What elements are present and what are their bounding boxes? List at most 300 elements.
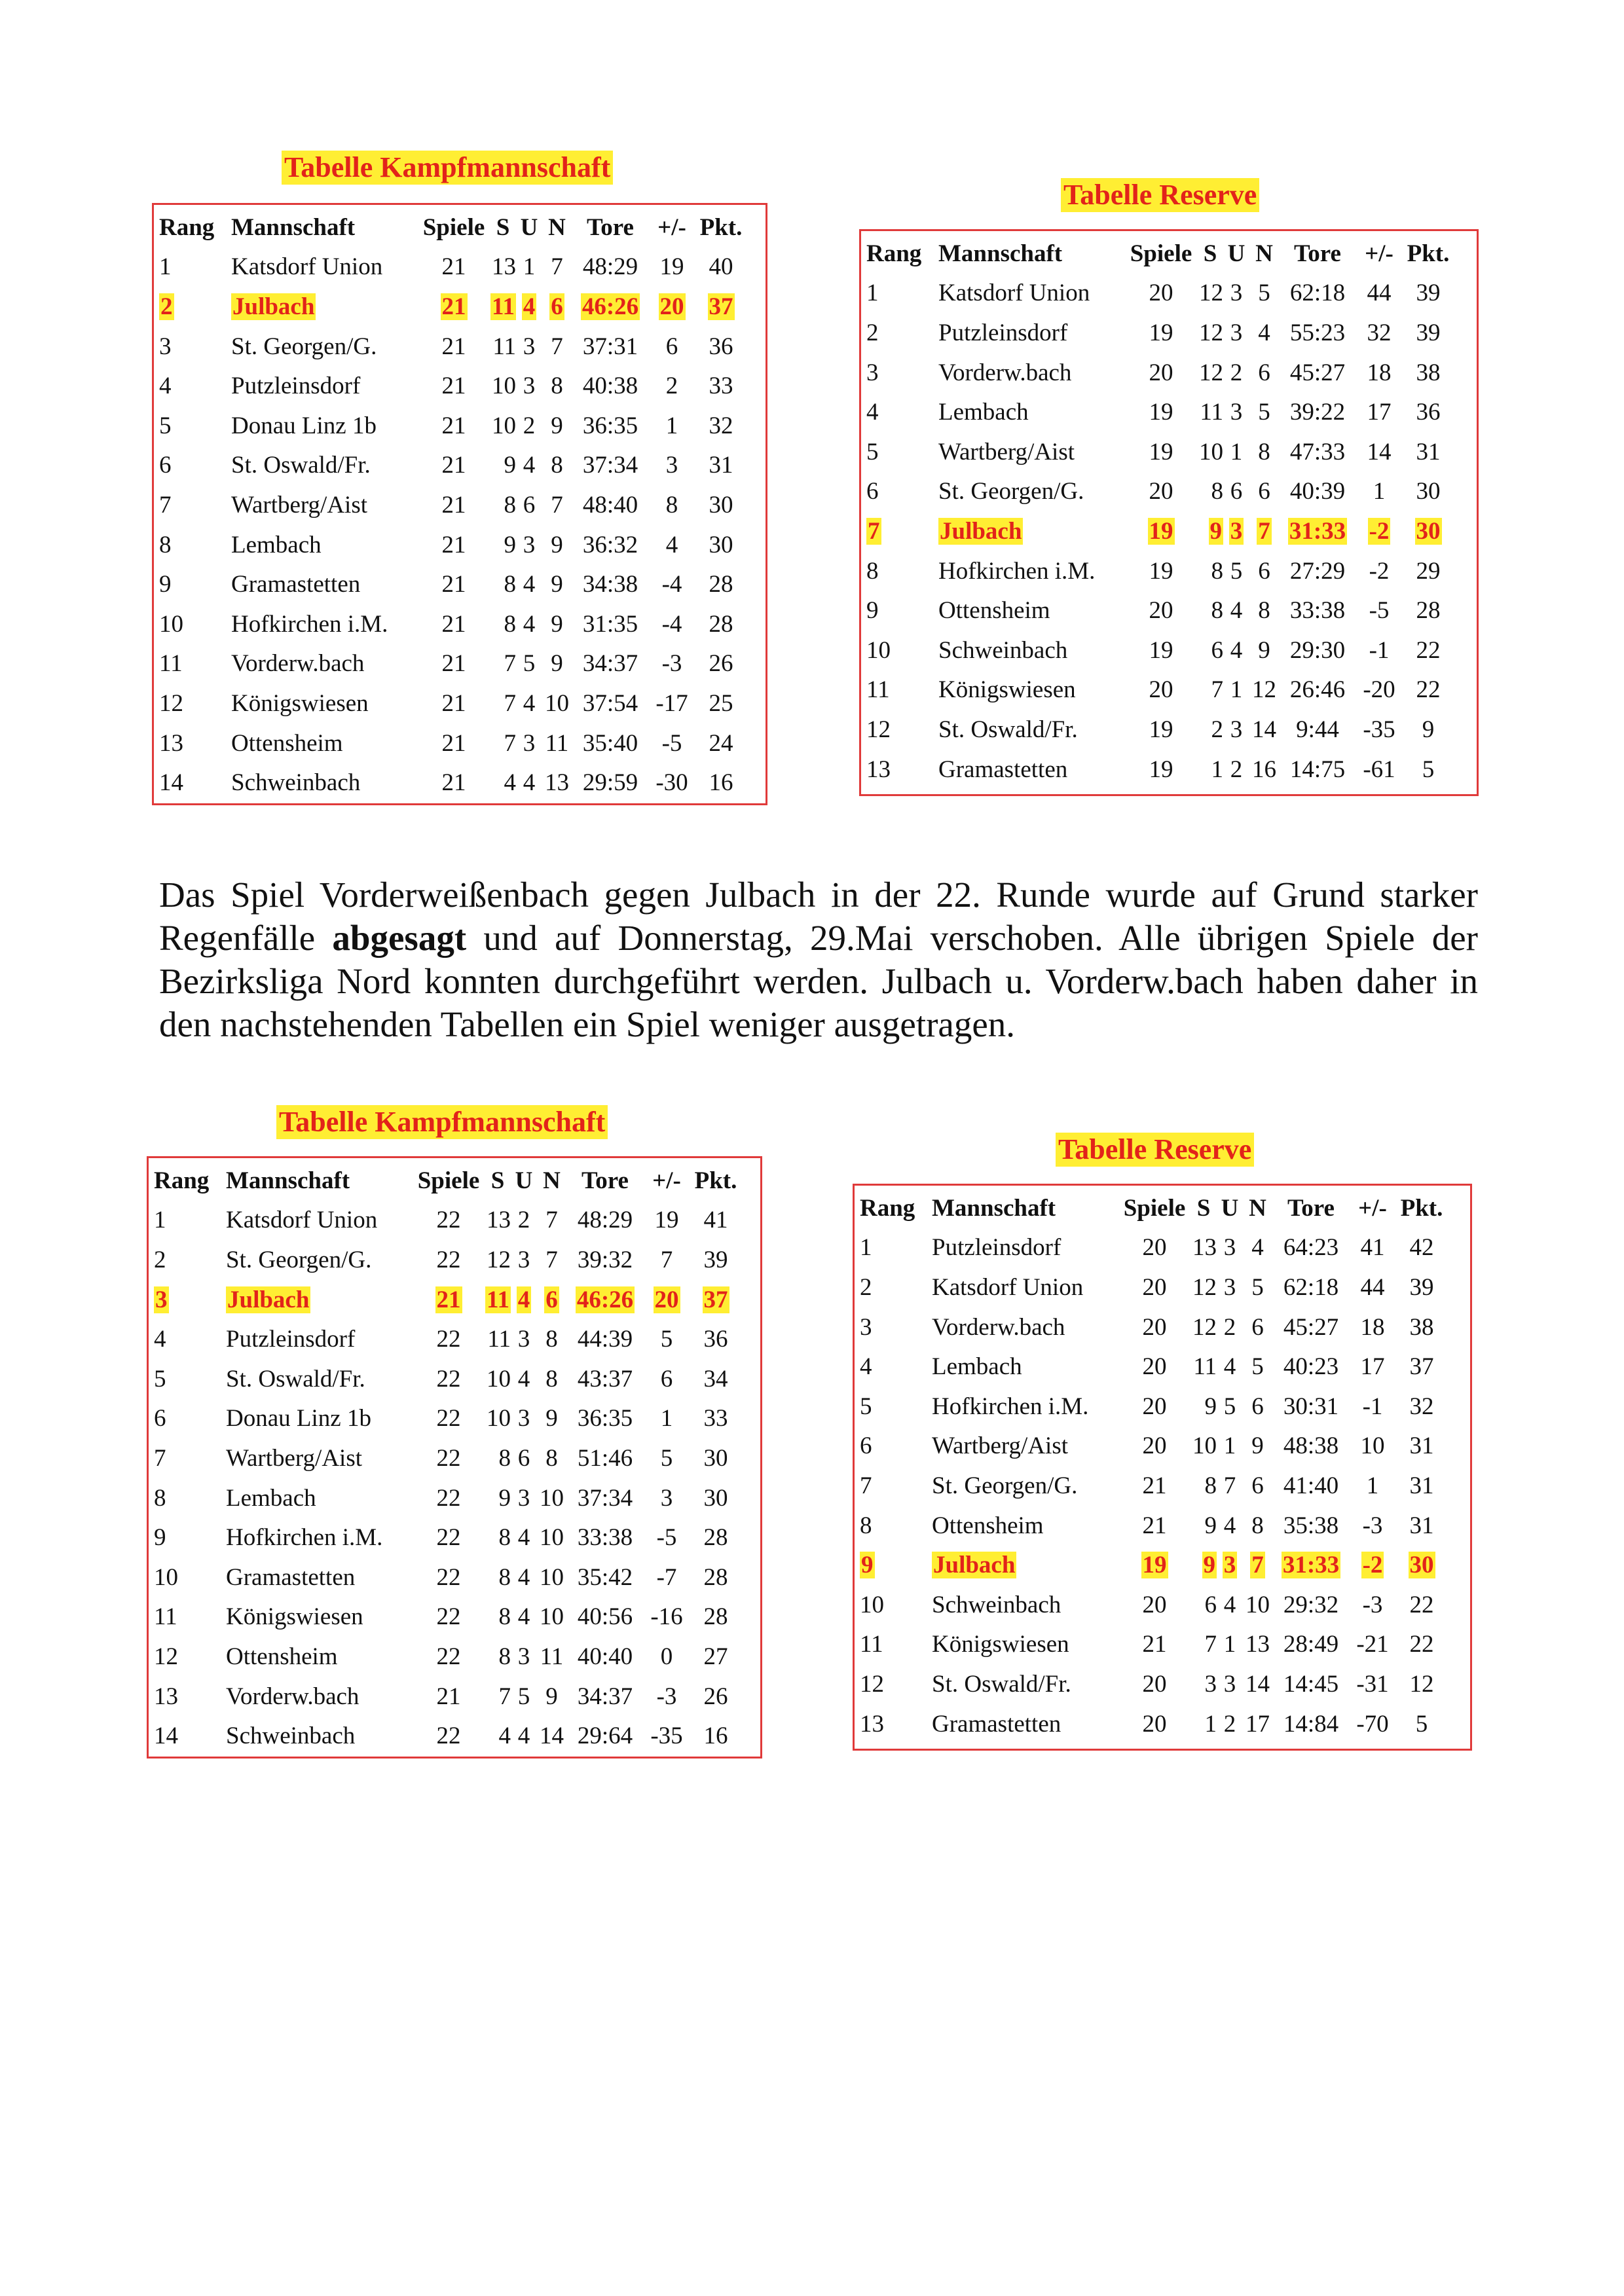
differenz-cell-text: -5 [661,729,682,757]
punkte-cell-text: 5 [1415,1710,1428,1738]
punkte-cell [695,644,747,684]
punkte-cell-text: 28 [709,571,733,598]
table-row [860,1664,1448,1704]
siege-cell [1190,1228,1217,1268]
niederlagen-cell [537,1399,566,1439]
punkte-cell [695,723,747,763]
unentschieden-cell-text: 2 [1223,1313,1236,1341]
unentschieden-cell [1223,750,1249,790]
punkte-cell [1402,670,1454,710]
punkte-cell-text: 37 [703,1286,728,1313]
tore-cell-text: 35:38 [1283,1512,1339,1539]
differenz-cell-text: 1 [660,1405,673,1432]
siege-cell-text: 9 [498,1484,511,1512]
punkte-cell [1395,1625,1448,1665]
tore-cell [572,485,649,525]
table-3-frame [147,1156,762,1758]
spiele-cell-text: 19 [1149,517,1173,545]
differenz-cell [644,1518,690,1558]
niederlagen-cell [537,1597,566,1637]
table-row [154,1677,742,1717]
unentschieden-cell [1223,591,1249,630]
spiele-cell-text: 19 [1149,557,1173,585]
unentschieden-cell [516,723,542,763]
niederlagen-cell [1249,710,1279,750]
unentschieden-cell [511,1240,537,1280]
team-cell-text: Schweinbach [932,1591,1061,1618]
niederlagen-cell-text: 6 [1258,359,1270,386]
tore-cell-text: 45:27 [1283,1313,1339,1341]
niederlagen-cell-text: 16 [1252,756,1276,783]
differenz-cell-text: -7 [656,1563,677,1591]
unentschieden-cell-text: 3 [1223,1670,1236,1698]
team-cell [938,472,1125,512]
niederlagen-cell-text: 13 [545,769,569,797]
tore-cell-text: 31:33 [1289,517,1346,545]
table-row [159,763,747,803]
unentschieden-cell [516,446,542,486]
rang-cell-text: 13 [154,1683,178,1710]
unentschieden-cell-text: 4 [517,1603,530,1631]
niederlagen-cell-text: 10 [540,1524,564,1552]
team-cell [231,723,418,763]
rang-cell-text: 10 [154,1563,178,1591]
tore-header: Tore [581,1167,629,1194]
niederlagen-cell [1249,750,1279,790]
unentschieden-cell [1217,1228,1243,1268]
tore-cell [1272,1347,1350,1387]
rang-cell-text: 9 [159,571,172,598]
punkte-cell [1402,750,1454,790]
differenz-cell-text: -4 [661,571,682,598]
team-cell-text: Julbach [933,1552,1016,1579]
niederlagen-cell-text: 9 [551,650,563,678]
siege-cell-text: 8 [504,571,516,598]
tore-cell-text: 36:32 [582,531,638,558]
unentschieden-cell-text: 3 [1223,1273,1236,1301]
rang-cell [154,1518,226,1558]
punkte-cell-text: 24 [709,729,733,757]
spiele-cell-text: 19 [1142,1552,1167,1579]
siege-cell-text: 10 [492,412,516,439]
team-cell-text: St. Oswald/Fr. [938,716,1078,743]
table-row [154,1716,742,1756]
table-row [866,710,1454,750]
tore-cell-text: 48:29 [577,1207,633,1234]
unentschieden-cell-text: 2 [517,1207,530,1234]
tore-cell-text: 51:46 [577,1444,633,1472]
spiele-cell-text: 22 [436,1444,461,1472]
niederlagen-cell-text: 7 [1258,517,1270,545]
differenz-cell [1356,472,1402,512]
table-header-row [866,234,1454,274]
team-cell [932,1267,1118,1307]
differenz-cell-text: -17 [655,689,688,717]
differenz-cell [649,446,695,486]
tore-cell [1272,1466,1350,1506]
punkte-cell-text: 30 [703,1444,728,1472]
rang-cell [860,1387,932,1427]
tore-cell-text: 29:64 [577,1722,633,1750]
differenz-cell-text: -1 [1362,1393,1383,1420]
team-cell-text: Gramastetten [231,571,361,598]
niederlagen-cell [1249,591,1279,630]
punkte-cell-text: 38 [1409,1313,1434,1341]
tore-cell-text: 39:22 [1289,399,1346,426]
differenz-cell-text: -3 [1362,1591,1383,1618]
siege-cell-text: 11 [487,1286,509,1313]
siege-cell [485,1478,511,1518]
siege-cell [485,1359,511,1399]
niederlagen-cell-text: 14 [1252,716,1276,743]
tore-cell [566,1438,644,1478]
team-cell-text: Vorderw.bach [938,359,1072,386]
team-cell [231,644,418,684]
punkte-cell-text: 32 [1409,1393,1434,1420]
spiele-cell-text: 20 [1142,1353,1167,1381]
spiele-cell [418,564,490,604]
rang-cell-text: 2 [860,1273,872,1301]
differenz-cell [1350,1466,1395,1506]
differenz-cell [1350,1228,1395,1268]
spiele-cell-text: 22 [436,1405,461,1432]
differenz-cell [649,604,695,644]
rang-cell [154,1677,226,1717]
punkte-cell [695,446,747,486]
differenz-cell-text: 44 [1367,280,1392,307]
team-cell-text: St. Oswald/Fr. [226,1365,365,1393]
punkte-cell-text: 5 [1422,756,1435,783]
niederlagen-cell-text: 8 [545,1365,558,1393]
unentschieden-cell [511,1280,537,1320]
team-cell [231,525,418,565]
differenz-cell [1356,392,1402,432]
rang-cell-text: 12 [860,1670,884,1698]
table-row [154,1518,742,1558]
siege-cell-text: 9 [1204,1512,1217,1539]
niederlagen-cell-text: 7 [545,1246,558,1273]
spiele-cell [1125,274,1197,314]
spiele-cell-text: 22 [436,1365,461,1393]
tore-cell-text: 37:34 [577,1484,633,1512]
tore-cell [566,1201,644,1241]
punkte-cell [1402,274,1454,314]
punkte-cell-text: 30 [703,1484,728,1512]
pkt-header: Pkt. [1400,1194,1443,1222]
tore-cell [566,1637,644,1677]
punkte-cell [1395,1664,1448,1704]
niederlagen-cell-text: 6 [551,293,563,320]
punkte-cell [1402,472,1454,512]
rang-cell [159,247,231,287]
rang-cell [866,392,938,432]
niederlagen-cell-text: 9 [551,571,563,598]
siege-cell-text: 7 [1204,1631,1217,1658]
spiele-cell-text: 20 [1142,1591,1167,1618]
team-cell [226,1319,413,1359]
differenz-cell-text: 2 [665,373,678,400]
rang-cell-text: 8 [159,531,172,558]
niederlagen-cell-text: 7 [551,491,563,519]
niederlagen-cell [1249,274,1279,314]
siege-cell-text: 13 [492,253,516,281]
differenz-cell-text: 19 [659,253,684,281]
team-cell-text: Wartberg/Aist [226,1444,363,1472]
punkte-cell [1402,591,1454,630]
spiele-cell-text: 20 [1142,1393,1167,1420]
differenz-cell-text: -16 [650,1603,683,1631]
rang-cell-text: 11 [159,650,183,678]
tore-cell-text: 34:37 [577,1683,633,1710]
differenz-cell [644,1319,690,1359]
rang-cell [159,485,231,525]
table-row [860,1267,1448,1307]
unentschieden-cell [516,683,542,723]
team-cell-text: Vorderw.bach [932,1313,1065,1341]
tore-header: Tore [1294,240,1341,267]
rang-cell [860,1625,932,1665]
differenz-cell [1356,551,1402,591]
niederlagen-cell [1243,1506,1272,1546]
niederlagen-cell [1249,313,1279,353]
tore-cell-text: 9:44 [1296,716,1339,743]
siege-cell-text: 7 [498,1683,511,1710]
rang-cell [866,591,938,630]
punkte-cell-text: 25 [709,689,733,717]
niederlagen-cell-text: 10 [540,1484,564,1512]
rang-cell [866,432,938,472]
punkte-cell-text: 30 [1416,517,1441,545]
punkte-cell-text: 28 [1416,597,1441,625]
spiele-cell [1125,630,1197,670]
punkte-cell-text: 32 [709,412,733,439]
rang-cell-text: 12 [866,716,891,743]
team-cell [231,446,418,486]
tore-cell-text: 47:33 [1289,438,1346,465]
tore-cell [572,763,649,803]
niederlagen-cell-text: 7 [551,253,563,281]
siege-cell [1190,1347,1217,1387]
spiele-cell [1118,1387,1190,1427]
niederlagen-cell-text: 14 [540,1722,564,1750]
unentschieden-cell [511,1478,537,1518]
siege-cell-text: 11 [492,293,515,320]
differenz-cell-text: 17 [1367,399,1392,426]
niederlagen-cell-text: 8 [551,373,563,400]
niederlagen-cell-text: 9 [551,610,563,638]
table-header-row [860,1188,1448,1228]
table-row [866,670,1454,710]
table-row [159,525,747,565]
spiele-cell-text: 22 [436,1524,461,1552]
unentschieden-cell [516,406,542,446]
team-cell [226,1240,413,1280]
team-cell [938,313,1125,353]
unentschieden-cell-text: 5 [517,1683,530,1710]
table-row [159,564,747,604]
pkt-header: Pkt. [694,1167,737,1194]
tore-cell-text: 14:84 [1283,1710,1339,1738]
siege-cell-text: 3 [1204,1670,1217,1698]
niederlagen-cell [1243,1625,1272,1665]
differenz-cell-text: -5 [656,1524,677,1552]
niederlagen-cell-text: 8 [545,1444,558,1472]
unentschieden-cell [1217,1664,1243,1704]
differenz-cell [649,723,695,763]
rang-cell-text: 8 [860,1512,872,1539]
niederlagen-cell [537,1677,566,1717]
unentschieden-cell-text: 4 [517,1563,530,1591]
siege-cell [1190,1585,1217,1625]
punkte-cell-text: 36 [709,333,733,360]
niederlagen-cell-text: 8 [545,1326,558,1353]
spiele-cell [418,683,490,723]
siege-cell [1190,1625,1217,1665]
table-row [159,446,747,486]
tore-cell [566,1359,644,1399]
unentschieden-cell [1217,1307,1243,1347]
s-header: S [1196,1194,1211,1222]
notice-text-start: Das Spiel Vorderweißenbach gegen Julbach in der 22. Runde wurde auf Grund starker Regenfälle [159,875,1478,958]
rang-header: Rang [154,1167,210,1194]
unentschieden-cell [1223,551,1249,591]
punkte-cell [695,604,747,644]
team-cell [938,750,1125,790]
spiele-header: Spiele [422,213,485,241]
tore-cell [566,1280,644,1320]
punkte-cell [695,525,747,565]
table-row [866,472,1454,512]
punkte-cell-text: 27 [703,1643,728,1670]
differenz-cell-text: 1 [1373,478,1386,505]
unentschieden-cell [1223,670,1249,710]
niederlagen-cell [542,723,572,763]
rang-cell [159,366,231,406]
rang-cell-text: 2 [154,1246,166,1273]
spiele-cell-text: 21 [441,729,466,757]
team-cell-text: Gramastetten [226,1563,356,1591]
rang-cell [159,525,231,565]
differenz-cell [649,247,695,287]
rang-cell [860,1427,932,1467]
punkte-cell [1395,1585,1448,1625]
differenz-cell-text: -1 [1369,636,1390,664]
unentschieden-cell [511,1319,537,1359]
tore-cell-text: 40:38 [582,373,638,400]
team-cell [938,591,1125,630]
rang-cell-text: 12 [154,1643,178,1670]
siege-cell [490,763,516,803]
punkte-cell [1395,1545,1448,1585]
tore-cell [1272,1625,1350,1665]
punkte-cell [1402,313,1454,353]
unentschieden-cell-text: 3 [517,1326,530,1353]
spiele-cell-text: 21 [436,1286,461,1313]
team-cell [938,432,1125,472]
spiele-cell-text: 21 [441,333,466,360]
rang-cell-text: 9 [154,1524,166,1552]
unentschieden-cell-text: 3 [517,1484,530,1512]
team-cell [231,366,418,406]
punkte-cell-text: 39 [1409,1273,1434,1301]
niederlagen-cell [1243,1585,1272,1625]
niederlagen-cell [542,485,572,525]
team-cell [938,353,1125,393]
siege-cell [1190,1427,1217,1467]
differenz-cell-text: -2 [1369,517,1390,545]
team-cell-text: Königswiesen [231,689,369,717]
team-cell [932,1704,1118,1744]
differenz-cell [649,763,695,803]
tore-cell [566,1240,644,1280]
unentschieden-cell-text: 6 [1230,478,1243,505]
tore-cell-text: 37:34 [582,452,638,479]
spiele-cell [1118,1347,1190,1387]
siege-cell-text: 10 [487,1405,511,1432]
team-cell-text: Ottensheim [938,597,1050,625]
tore-cell [566,1558,644,1597]
differenz-cell [644,1280,690,1320]
niederlagen-cell-text: 6 [1251,1313,1264,1341]
siege-cell [485,1438,511,1478]
niederlagen-cell-text: 5 [1258,280,1270,307]
u-header: U [520,213,538,241]
unentschieden-cell [511,1201,537,1241]
unentschieden-cell [511,1716,537,1756]
team-cell-text: Wartberg/Aist [938,438,1075,465]
differenz-cell [644,1240,690,1280]
niederlagen-cell [542,406,572,446]
team-cell-text: St. Georgen/G. [226,1246,372,1273]
spiele-cell [1118,1506,1190,1546]
diff-header: +/- [1365,240,1393,267]
punkte-cell [690,1677,742,1717]
punkte-cell-text: 28 [709,610,733,638]
niederlagen-cell [537,1478,566,1518]
table-row [159,683,747,723]
tore-cell [1279,313,1356,353]
unentschieden-cell-text: 1 [1230,438,1243,465]
spiele-cell-text: 20 [1149,359,1173,386]
spiele-cell-text: 19 [1149,716,1173,743]
team-cell-text: Putzleinsdorf [231,373,361,400]
tore-cell-text: 28:49 [1283,1631,1339,1658]
rang-cell-text: 13 [159,729,183,757]
differenz-cell [644,1399,690,1439]
unentschieden-cell-text: 1 [1230,676,1243,704]
team-cell-text: Hofkirchen i.M. [932,1393,1089,1420]
rang-cell-text: 6 [159,452,172,479]
niederlagen-cell [537,1558,566,1597]
siege-cell [485,1637,511,1677]
rang-cell [866,750,938,790]
rang-cell [866,551,938,591]
rang-cell [159,683,231,723]
unentschieden-cell [516,485,542,525]
rang-cell [866,472,938,512]
spiele-cell-text: 19 [1149,756,1173,783]
niederlagen-cell [537,1716,566,1756]
tore-cell-text: 36:35 [582,412,638,439]
punkte-cell-text: 33 [703,1405,728,1432]
punkte-cell [690,1637,742,1677]
team-cell [231,247,418,287]
rang-cell-text: 4 [866,399,879,426]
rang-cell [866,313,938,353]
tore-cell [1279,353,1356,393]
team-cell-text: Katsdorf Union [938,280,1090,307]
rang-cell [154,1399,226,1439]
